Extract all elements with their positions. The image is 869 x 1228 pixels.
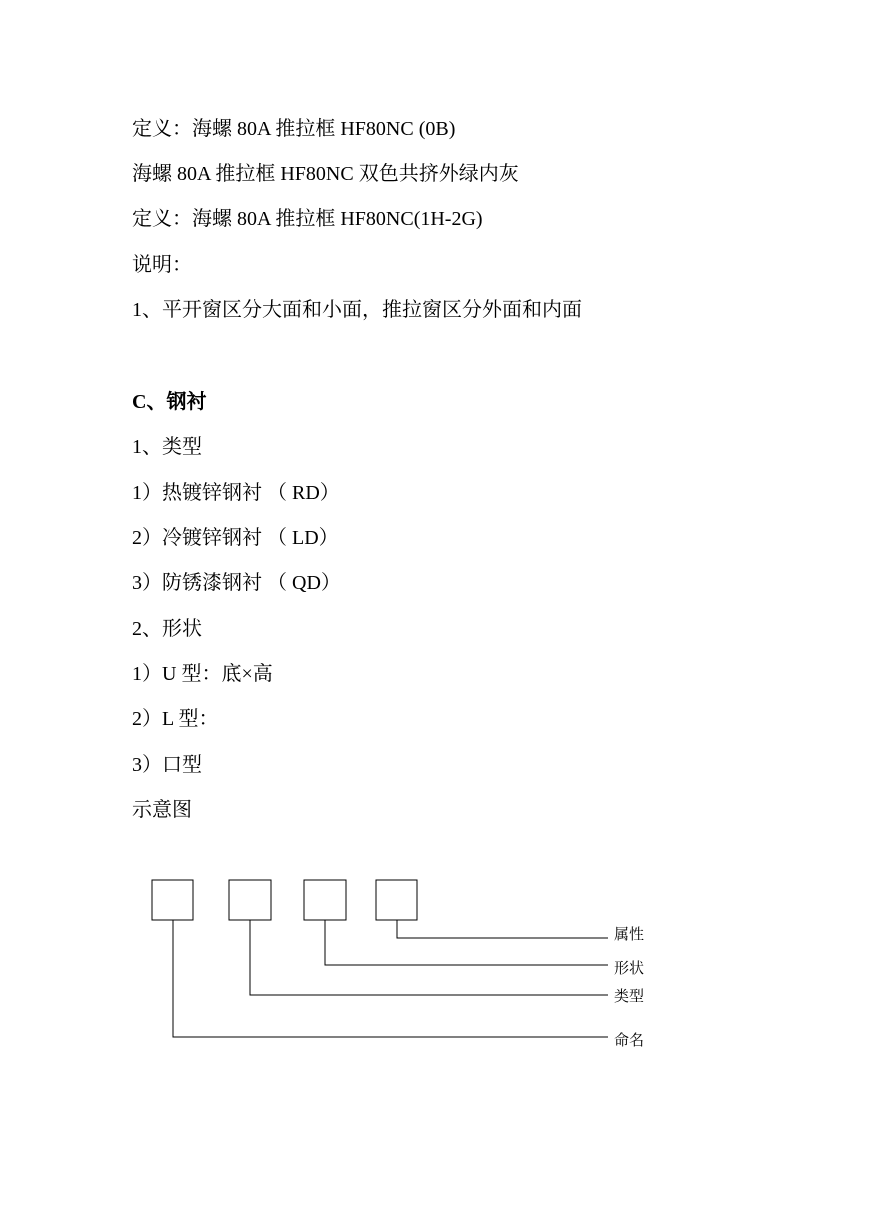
connector-attribute xyxy=(397,920,608,938)
schematic-box-shape xyxy=(304,880,346,920)
connector-shape xyxy=(325,920,608,965)
diagram-title: 示意图 xyxy=(132,799,192,821)
label-attribute: 属性 xyxy=(614,925,645,943)
definition-line-2: 定义：海螺 80A 推拉框 HF80NC(1H-2G) xyxy=(132,208,483,230)
type-title: 1、类型 xyxy=(132,436,202,458)
label-name: 命名 xyxy=(614,1031,645,1049)
note-item-1: 1、平开窗区分大面和小面，推拉窗区分外面和内面 xyxy=(132,299,582,321)
schematic-box-attribute xyxy=(376,880,417,920)
type-item-1: 1）热镀锌钢衬 （ RD） xyxy=(132,482,340,504)
shape-title: 2、形状 xyxy=(132,618,202,640)
schematic-box-name xyxy=(152,880,193,920)
type-item-3: 3）防锈漆钢衬 （ QD） xyxy=(132,572,341,594)
section-c-heading: C、钢衬 xyxy=(132,391,207,413)
shape-item-1: 1）U 型：底×高 xyxy=(132,663,273,685)
shape-item-3: 3）口型 xyxy=(132,754,202,776)
shape-item-2: 2）L 型： xyxy=(132,708,219,730)
description-line: 海螺 80A 推拉框 HF80NC 双色共挤外绿内灰 xyxy=(132,163,519,185)
connector-type xyxy=(250,920,608,995)
label-type: 类型 xyxy=(614,987,645,1005)
type-item-2: 2）冷镀锌钢衬 （ LD） xyxy=(132,527,339,549)
note-title: 说明： xyxy=(132,254,192,276)
definition-line-1: 定义：海螺 80A 推拉框 HF80NC (0B) xyxy=(132,118,456,140)
schematic-box-type xyxy=(229,880,271,920)
label-shape: 形状 xyxy=(614,959,645,977)
